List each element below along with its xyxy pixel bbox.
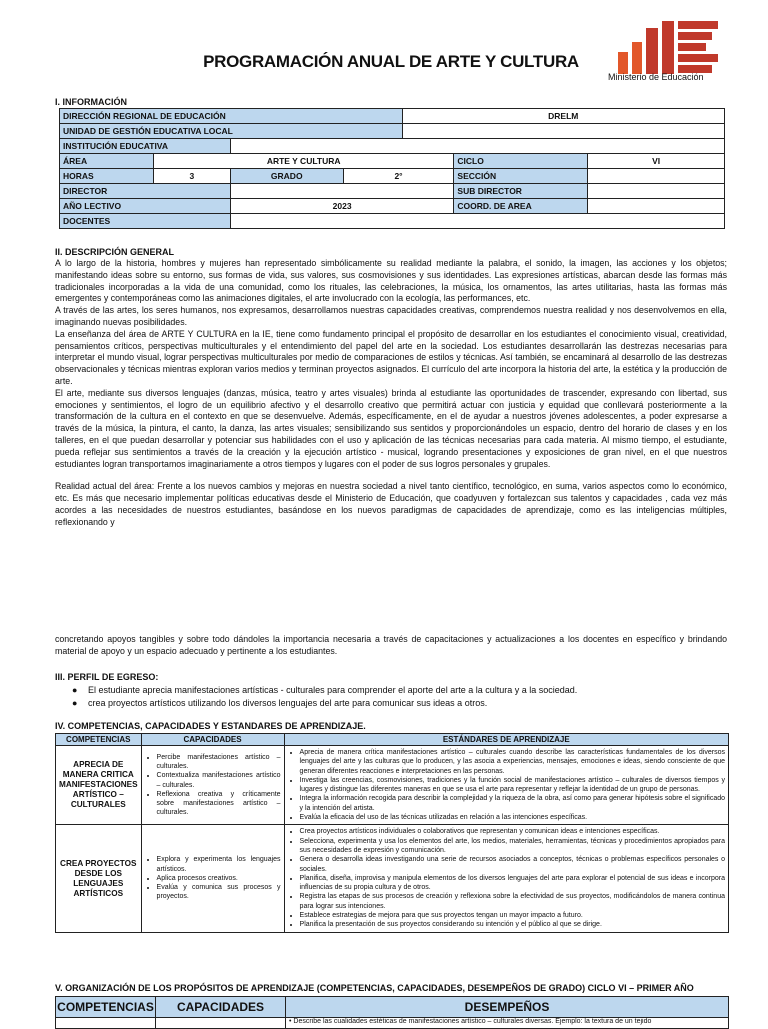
organization-table xyxy=(55,996,729,1029)
info-row-anio xyxy=(60,199,725,214)
col-competencias: COMPETENCIAS xyxy=(56,734,142,746)
list-item: • Evalúa y comunica sus procesos y proyectos. xyxy=(157,883,281,902)
subdirector-label: SUB DIRECTOR xyxy=(454,184,588,199)
horas-value: 3 xyxy=(153,169,230,184)
estandares-cell xyxy=(284,825,728,932)
info-table xyxy=(59,108,725,229)
description-body xyxy=(55,258,727,529)
page-title: PROGRAMACIÓN ANUAL DE ARTE Y CULTURA xyxy=(203,52,579,71)
col-capacidades: CAPACIDADES xyxy=(156,997,286,1018)
info-row-dre xyxy=(60,109,725,124)
list-item: • Aplica procesos creativos. xyxy=(157,874,281,883)
section-competencies-heading: IV. COMPETENCIAS, CAPACIDADES Y ESTANDARES DE APRENDIZAJE. xyxy=(55,721,366,731)
description-paragraph: La enseñanza del área de ARTE Y CULTURA en la IE, tiene como fundamento principal el propósito de desarrollar en los estudiantes el conocimiento visual, creatividad, pensamientos críticos, perspectivas multiculturales y el entendimiento del papel del arte en la sociedad. Los estudiantes desarrollarán las destrezas necesarias para interpretar el mundo visual, lograr perspectivas multiculturales por medio de comparaciones de estilos y técnicas. Así también, se encaminará al desarrollo de las destrezas observacionales y técnicas mientras exploran varios medios y terminan proyectos asignados. El currículo del arte incorpora la historia del arte, la estética y la producción de arte. xyxy=(55,328,727,386)
area-label: ÁREA xyxy=(60,154,154,169)
anio-value: 2023 xyxy=(230,199,454,214)
list-item: • Aprecia de manera crítica manifestaciones artístico – culturales cuando describe las características fundamentales de los diversos lenguajes del arte y las culturas que lo producen, y las asocia a experiencias, mensajes, emociones e ideas, siendo consciente de que generan diferentes reacciones e interpretaciones en las personas. xyxy=(300,748,725,776)
seccion-value xyxy=(588,169,725,184)
desempeno-cell: • Describe las cualidades estéticas de manifestaciones artístico – culturales diversas. Ejemplo: la textura de un tejido xyxy=(286,1018,729,1029)
col-capacidades: CAPACIDADES xyxy=(141,734,284,746)
table-row xyxy=(56,746,729,825)
info-row-ugel xyxy=(60,124,725,139)
description-continuation xyxy=(55,634,727,658)
list-item: • Integra la información recogida para describir la complejidad y la riqueza de la obra, así como para generar hipótesis sobre el significado y la intención del artista. xyxy=(300,794,725,813)
docentes-label: DOCENTES xyxy=(60,214,231,229)
capacidades-cell xyxy=(141,825,284,932)
description-paragraph: El arte, mediante sus diversos lenguajes (danzas, música, teatro y artes visuales) brinda al estudiante las oportunidades de trascender, expresando con libertad, sus emociones y sentimientos, el logro de un equilibrio afectivo y el desarrollo creativo que permitirá actuar con justicia y equidad que conllevará posteriormente a la transformación de la cultura en el contexto en que se desenvuelve. Además, específicamente, en el de ayudar a nuestros jóvenes adolescentes, a poder expresarse a través de la música, la pintura, el canto, la danza, las artes visuales; sensibilizando sus sentidos y proporcionándoles un espacio, dentro del horario de clases y en los talleres, en el que puedan desarrollar y potenciar sus habilidades con el uso y aplicación de las técnicas necesarias para cada materia. Al mismo tiempo, el estudiante, pueda reflejar sus sentimientos a través de la creación y la ejecución artístico - musical, logrando presentaciones y exposiciones de gran nivel, en el que nuestros estudiantes logran transportamos imaginariamente a otros tiempos y lugares con el poder de sus logros personales y grupales. xyxy=(55,387,727,469)
capacidades-cell xyxy=(141,746,284,825)
list-item: • Crea proyectos artísticos individuales o colaborativos que representan y comunican ideas e intenciones específicas. xyxy=(300,827,725,836)
logo-caption: Ministerio de Educación xyxy=(608,72,704,82)
desempeno-text: Describe las cualidades estéticas de manifestaciones artístico – culturales diversas. Ejemplo: la textura de un tejido xyxy=(293,1018,652,1025)
list-item: • Investiga las creencias, cosmovisiones, tradiciones y la función social de manifestaciones artístico – culturales de diversos tiempos y lugares y distingue las diferentes maneras en que se usa el arte para representar y reflejar la identidad de un grupo de personas. xyxy=(300,776,725,795)
ugel-label: UNIDAD DE GESTIÓN EDUCATIVA LOCAL xyxy=(60,124,403,139)
horas-label: HORAS xyxy=(60,169,154,184)
dre-value: DRELM xyxy=(402,109,724,124)
anio-label: AÑO LECTIVO xyxy=(60,199,231,214)
seccion-label: SECCIÓN xyxy=(454,169,588,184)
table-row xyxy=(56,825,729,932)
list-item: • Genera o desarrolla ideas investigando una serie de recursos asociados a conceptos, técnicas o problemas específicos personales o sociales. xyxy=(300,855,725,874)
list-item: • Selecciona, experimenta y usa los elementos del arte, los medios, materiales, herramientas, técnicas y procedimientos apropiados para sus necesidades de expresión y comunicación. xyxy=(300,837,725,856)
list-item: • Explora y experimenta los lenguajes artísticos. xyxy=(157,855,281,874)
ugel-value xyxy=(402,124,724,139)
list-item: • Evalúa la eficacia del uso de las técnicas utilizadas en relación a las intenciones específicas. xyxy=(300,813,725,822)
info-row-docentes xyxy=(60,214,725,229)
director-label: DIRECTOR xyxy=(60,184,231,199)
docentes-value xyxy=(230,214,724,229)
description-paragraph: Realidad actual del área: Frente a los nuevos cambios y mejoras en nuestra sociedad a nivel tanto científico, tecnológico, en suma, varios aspectos como lo económico, etc. Es más que necesario implementar políticas educativas desde el Ministerio de Educación, que coadyuven y fortalezcan sus talentos y capacidades , cada vez más acordes a las necesidades de nuestros estudiantes, basándose en los nuevos paradigmas de capacidades de aprendizaje, como es las inteligencias múltiples, reflexionando y xyxy=(55,481,727,527)
section-organization-heading: V. ORGANIZACIÓN DE LOS PROPÓSITOS DE APRENDIZAJE (COMPETENCIAS, CAPACIDADES, DESEMPEÑOS DE GRADO) CICLO VI – PRIMER AÑO xyxy=(55,983,694,993)
info-row-ie xyxy=(60,139,725,154)
ciclo-value: VI xyxy=(588,154,725,169)
description-paragraph: A través de las artes, los seres humanos, nos expresamos, desarrollamos nuestras capacidades creativas, comprendemos nuestra realidad y nos desenvolvemos en ella, imaginando nuevas posibilidades. xyxy=(55,305,727,327)
competencies-table xyxy=(55,733,729,933)
info-row-area xyxy=(60,154,725,169)
ciclo-label: CICLO xyxy=(454,154,588,169)
list-item: • Planifica la presentación de sus proyectos considerando su intención y el público al que se dirige. xyxy=(300,920,725,929)
description-paragraph: A lo largo de la historia, hombres y mujeres han representado simbólicamente su realidad mediante la palabra, el sonido, la imagen, las acciones y los objetos; manifestando ideas sobre su entorno, sus formas de vida, sus valores, sus cosmovisiones y sus identidades. Las expresiones artísticas, abarcan desde las formas más tradicionales incorporadas a la vida de una comunidad, como los rituales, las celebraciones, la música, los ornamentos, las artes utilitarias, hasta las formas más emergentes y contemporáneas como las animaciones digitales, el arte involucrado con la ecología, las performances, etc. xyxy=(55,258,727,304)
info-row-horas xyxy=(60,169,725,184)
list-item: • Registra las etapas de sus procesos de creación y reflexiona sobre la efectividad de sus proyectos, modificándolos de manera continua para lograr sus intenciones. xyxy=(300,892,725,911)
list-item: • Percibe manifestaciones artístico – culturales. xyxy=(157,753,281,772)
grado-label: GRADO xyxy=(230,169,343,184)
col-competencias: COMPETENCIAS xyxy=(56,997,156,1018)
info-row-director xyxy=(60,184,725,199)
section-description-heading: II. DESCRIPCIÓN GENERAL xyxy=(55,247,175,257)
section-info-heading: I. INFORMACIÓN xyxy=(55,97,127,107)
profile-item: ● crea proyectos artísticos utilizando los diversos lenguajes del arte para comunicar sus ideas a otros. xyxy=(72,698,488,708)
col-desempenos: DESEMPEÑOS xyxy=(286,997,729,1018)
description-paragraph: concretando apoyos tangibles y sobre todo dándoles la importancia necesaria a través de capacitaciones y actualizaciones a los docentes en específico y brindando material de apoyo y un espacio adecuado y pertinente a los estudiantes. xyxy=(55,634,727,656)
list-item: • Contextualiza manifestaciones artístico – culturales. xyxy=(157,771,281,790)
subdirector-value xyxy=(588,184,725,199)
coord-label: COORD. DE AREA xyxy=(454,199,588,214)
table-row xyxy=(56,1018,729,1029)
list-item: • Establece estrategias de mejora para que sus proyectos tengan un mayor impacto a futuro. xyxy=(300,911,725,920)
coord-value xyxy=(588,199,725,214)
list-item: • Planifica, diseña, improvisa y manipula elementos de los diversos lenguajes del arte para explorar el potencial de sus ideas e incorpora influencias de su propia cultura y de otros. xyxy=(300,874,725,893)
estandares-cell xyxy=(284,746,728,825)
competencia-cell: CREA PROYECTOS DESDE LOS LENGUAJES ARTÍSTICOS xyxy=(56,825,142,932)
section-profile-heading: III. PERFIL DE EGRESO: xyxy=(55,672,159,682)
grado-value: 2° xyxy=(343,169,454,184)
list-item: • Reflexiona creativa y críticamente sobre manifestaciones artístico – culturales. xyxy=(157,790,281,818)
dre-label: DIRECCIÓN REGIONAL DE EDUCACIÓN xyxy=(60,109,403,124)
director-value xyxy=(230,184,454,199)
profile-item-text: crea proyectos artísticos utilizando los diversos lenguajes del arte para comunicar sus ideas a otros. xyxy=(88,698,488,708)
ie-value xyxy=(230,139,724,154)
profile-item: ● El estudiante aprecia manifestaciones artísticas - culturales para comprender el aporte del arte a la cultura y a la sociedad. xyxy=(72,685,578,695)
col-estandares: ESTÁNDARES DE APRENDIZAJE xyxy=(284,734,728,746)
area-value: ARTE Y CULTURA xyxy=(153,154,453,169)
competencia-cell: APRECIA DE MANERA CRITICA MANIFESTACIONES ARTÍSTICO – CULTURALES xyxy=(56,746,142,825)
ie-label: INSTITUCIÓN EDUCATIVA xyxy=(60,139,231,154)
profile-item-text: El estudiante aprecia manifestaciones artísticas - culturales para comprender el aporte del arte a la cultura y a la sociedad. xyxy=(88,685,578,695)
